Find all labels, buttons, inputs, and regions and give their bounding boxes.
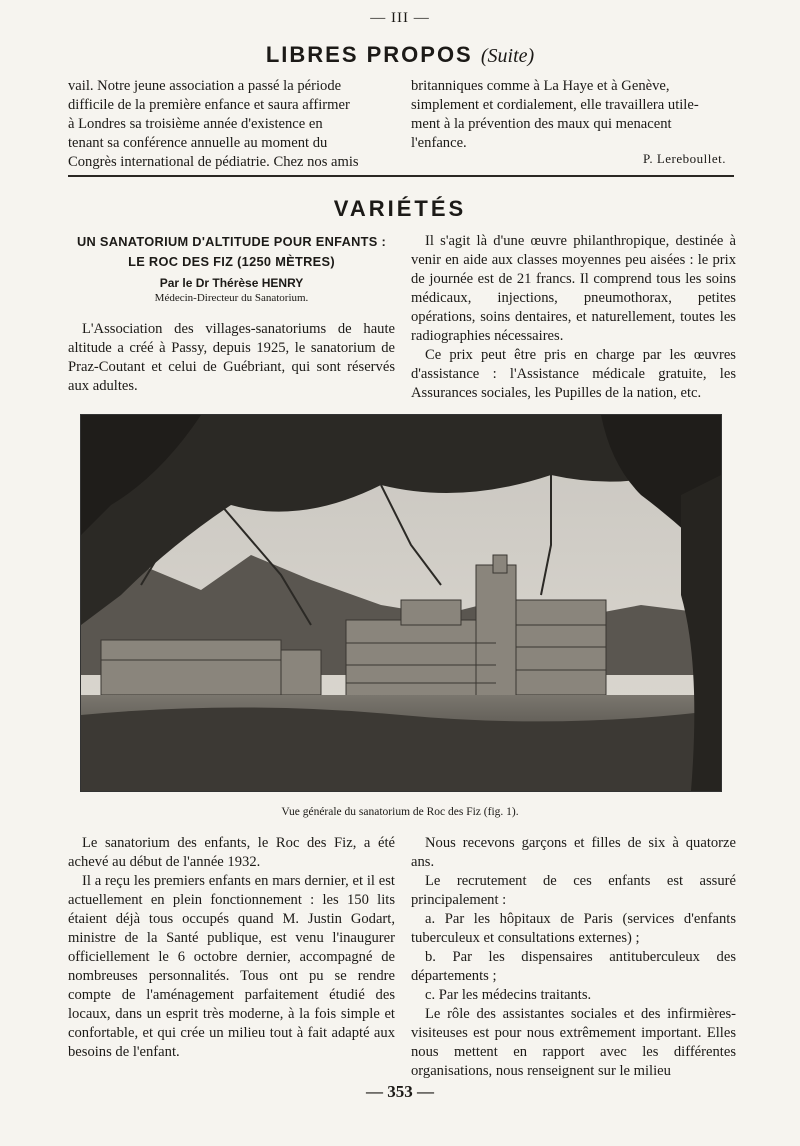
photo-illustration [81, 415, 721, 791]
text-line: Congrès international de pédiatrie. Chez nos amis [68, 154, 359, 170]
text-line: difficile de la première enfance et saura affirmer [68, 97, 350, 113]
paragraph: Le rôle des assistantes sociales et des infirmières-visiteuses est pour nous extrêmement important. Elles nous mettent en rapport avec les différentes organisations, nous renseignent sur le milieu [411, 1006, 736, 1079]
paragraph: Il a reçu les premiers enfants en mars dernier, et il est actuellement en plein fonctionnement : les 150 lits étaient déjà tous occupés quand M. Justin Godart, ministre de la Santé publique, est venu l'inaugurer officiellement le 6 octobre dernier, accompagné de nombreuses personnalités. Tous ont pu se rendre compte de l'aménagement parfaitement étudié des locaux, dans un esprit très moderne, à la fois simple et confortable, et qui crée un milieu tout à fait adapté aux besoins de l'enfant. [68, 873, 395, 1060]
text-line: ment à la prévention des maux qui menacent [411, 116, 672, 132]
sanatorium-photograph [80, 414, 722, 792]
paragraph: Le recrutement de ces enfants est assuré principalement : [411, 873, 736, 908]
roman-page-number: — III — [370, 10, 430, 26]
article-title-line: UN SANATORIUM D'ALTITUDE POUR ENFANTS : [76, 234, 387, 249]
libres-propos-left-column [68, 77, 395, 172]
paragraph: Le sanatorium des enfants, le Roc des Fiz, a été achevé au début de l'année 1932. [68, 835, 395, 870]
page-number: — 353 — [366, 1082, 434, 1101]
paragraph: L'Association des villages-sanatoriums de haute altitude a créé à Passy, depuis 1925, le sanatorium de Praz-Coutant et celui de Guébriant, qui sont réservés aux adultes. [68, 321, 395, 394]
section-title-text: LIBRES PROPOS [265, 42, 473, 67]
paragraph: Il s'agit là d'une œuvre philanthropique, destinée à venir en aide aux classes moyennes peu aisées : le prix de journée est de 21 francs. Il comprend tous les soins médicaux, injections, pneumothorax, petites opérations, soins dentaires, et naturellement, toutes les radiographies nécessaires. [411, 233, 736, 344]
varietes-heading: VARIÉTÉS [333, 196, 467, 221]
intro-right-column [411, 232, 736, 403]
paragraph: Ce prix peut être pris en charge par les œuvres d'assistance : l'Assistance médicale gratuite, les Assurances sociales, les Pupilles de la nation, etc. [411, 347, 736, 401]
text-line: tenant sa conférence annuelle au moment du [68, 135, 328, 151]
figure-caption: Vue générale du sanatorium de Roc des Fiz (fig. 1). [281, 806, 519, 818]
section-divider [68, 175, 734, 177]
section-title-suffix: (Suite) [480, 45, 535, 67]
text-line: simplement et cordialement, elle travaillera utile- [411, 97, 699, 113]
intro-left-column [68, 320, 395, 396]
section-title [0, 42, 800, 68]
author-signature: P. Lereboullet. [643, 151, 726, 166]
text-line: vail. Notre jeune association a passé la période [68, 78, 342, 94]
paragraph: Nous recevons garçons et filles de six à quatorze ans. [411, 835, 736, 870]
libres-propos-right-column [411, 77, 736, 153]
list-item: a. Par les hôpitaux de Paris (services d'enfants tuberculeux et consultations externes) ; [411, 911, 736, 946]
article-title-line: LE ROC DES FIZ (1250 MÈTRES) [128, 254, 335, 269]
list-item: c. Par les médecins traitants. [425, 987, 592, 1003]
article-title [68, 232, 395, 272]
article-byline: Par le Dr Thérèse HENRY [159, 276, 304, 290]
text-line: l'enfance. [411, 135, 467, 151]
author-affiliation: Médecin-Directeur du Sanatorium. [154, 292, 309, 304]
list-item: b. Par les dispensaires antituberculeux des départements ; [411, 949, 736, 984]
text-line: à Londres sa troisième année d'existence en [68, 116, 323, 132]
text-line: britanniques comme à La Haye et à Genève, [411, 78, 670, 94]
body-left-column [68, 834, 395, 1062]
body-right-column [411, 834, 736, 1081]
